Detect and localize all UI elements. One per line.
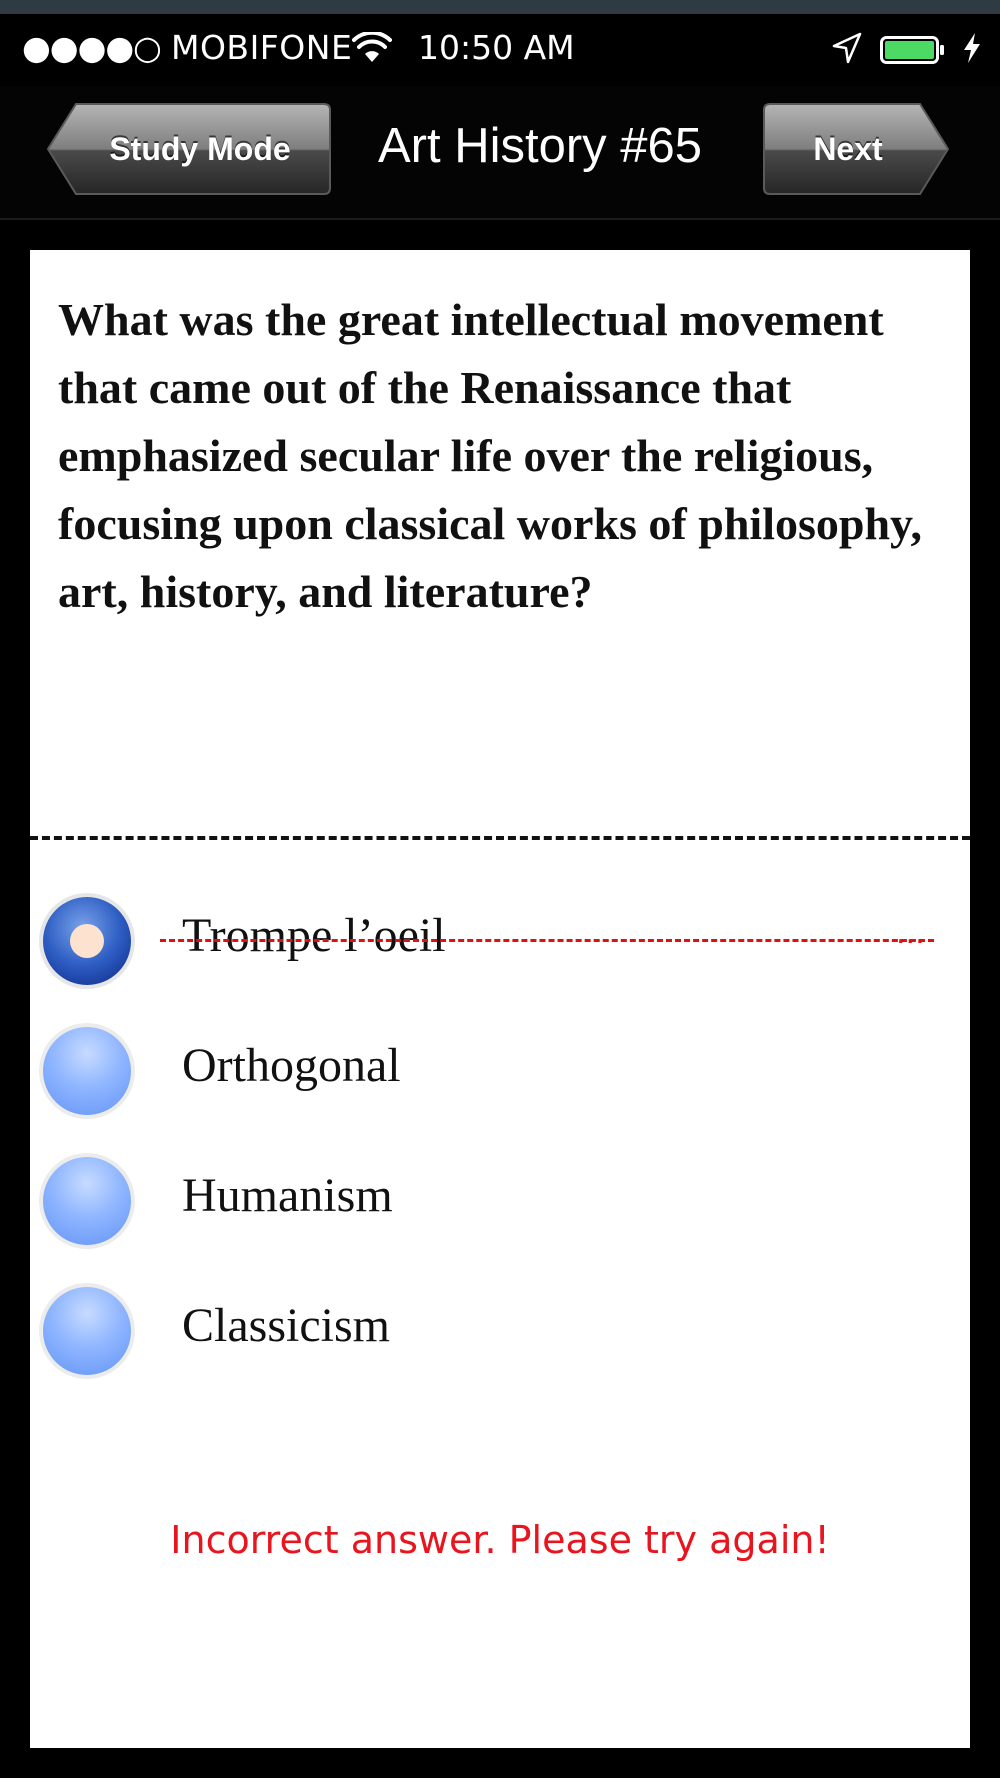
strikethrough-line — [160, 939, 934, 942]
location-arrow-icon — [832, 32, 862, 64]
radio-unselected-icon[interactable] — [36, 1150, 138, 1252]
study-mode-back-button[interactable] — [46, 102, 332, 196]
status-bar — [0, 14, 1000, 86]
feedback-message: Incorrect answer. Please try again! — [170, 1518, 830, 1562]
question-card — [30, 250, 970, 1748]
answer-option[interactable] — [30, 1146, 970, 1256]
navigation-bar — [0, 86, 1000, 220]
option-label: Trompe l’oeil — [182, 909, 446, 962]
option-label: Humanism — [182, 1169, 393, 1222]
answer-option[interactable] — [30, 886, 970, 996]
page-title: Art History #65 — [377, 119, 703, 173]
wifi-icon — [352, 32, 392, 64]
clock-time: 10:50 AM — [418, 28, 575, 67]
next-button[interactable] — [762, 102, 950, 196]
battery-icon — [880, 36, 946, 64]
question-text: What was the great intellectual movement that came out of the Renaissance that emphasized secular life over the religious, focusing upon classical works of philosophy, art, history, and literature? — [58, 294, 923, 617]
status-left — [22, 28, 352, 67]
back-button-label: Study Mode — [109, 130, 291, 167]
option-label: Classicism — [182, 1299, 391, 1352]
answer-option[interactable] — [30, 1016, 970, 1126]
radio-selected-icon[interactable] — [36, 890, 138, 992]
carrier-name: MOBIFONE — [170, 28, 353, 67]
option-label: Orthogonal — [182, 1039, 401, 1092]
charging-bolt-icon — [962, 32, 982, 64]
radio-unselected-icon[interactable] — [36, 1280, 138, 1382]
radio-unselected-icon[interactable] — [36, 1020, 138, 1122]
dashed-divider — [30, 836, 970, 840]
answer-option[interactable] — [30, 1276, 970, 1386]
truncation-ellipsis: ... — [896, 916, 925, 951]
top-edge-strip — [0, 0, 1000, 14]
signal-strength-dots: ●●●●○ — [22, 28, 161, 67]
next-button-label: Next — [813, 130, 883, 167]
